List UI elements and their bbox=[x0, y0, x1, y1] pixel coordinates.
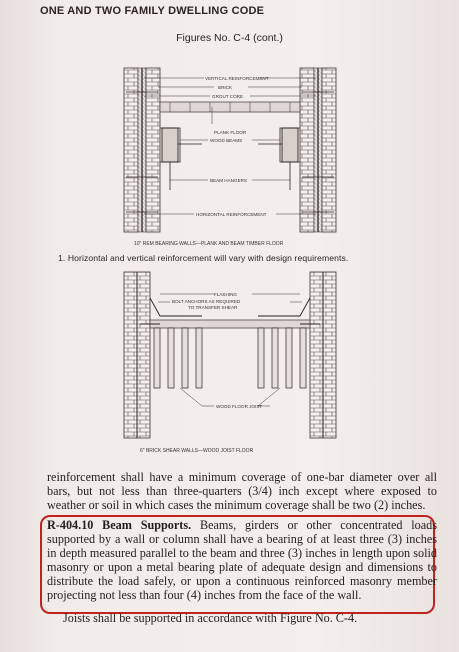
label-vertical-reinforcement: VERTICAL REINFORCEMENT bbox=[205, 76, 269, 81]
label-wood-floor-joist: WOOD FLOOR JOIST bbox=[216, 404, 263, 409]
figure-note: 1. Horizontal and vertical reinforcement will vary with design requirements. bbox=[58, 253, 349, 263]
left-wall bbox=[124, 68, 160, 232]
right-shear-wall bbox=[310, 272, 336, 438]
label-brick: BRICK bbox=[218, 85, 233, 90]
right-wall bbox=[300, 68, 336, 232]
paragraph-reinforcement-coverage: reinforcement shall have a minimum coverage of one-bar diameter over all bars, but not less than three-quarters (3/4) inch except where exposed to weather or soil in which cases the minimum coverage shall be two (2) inches. bbox=[47, 470, 437, 512]
label-beam-hangers: BEAM HANGERS bbox=[210, 178, 248, 183]
section-body: Beams, girders or other concentrated loads supported by a wall or column shall have a bearing of at least three (3) inches in depth measured parallel to the beam and three (3) inches in length upon solid masonry or upon a metal bearing plate of adequate design and dimensions to distribute the load safely, or upon a continuous reinforced masonry member projecting not less than four (4) inches from the face of the wall. bbox=[47, 518, 438, 602]
running-header: ONE AND TWO FAMILY DWELLING CODE bbox=[40, 5, 265, 17]
figure-2-caption: 6" BRICK SHEAR WALLS—WOOD JOIST FLOOR bbox=[140, 448, 254, 454]
label-grout-core: GROUT CORE bbox=[212, 94, 244, 99]
left-shear-wall bbox=[124, 272, 150, 438]
label-transfer-shear: TO TRANSFER SHEAR bbox=[188, 305, 238, 310]
section-heading: R-404.10 Beam Supports. bbox=[47, 518, 192, 532]
label-horizontal-reinforcement: HORIZONTAL REINFORCEMENT bbox=[196, 212, 267, 217]
paragraph-joist-support: Joists shall be supported in accordance with Figure No. C-4. bbox=[63, 611, 358, 625]
figure-title: Figures No. C-4 (cont.) bbox=[176, 32, 283, 44]
figure-2-joist-floor-diagram bbox=[110, 268, 350, 454]
label-bolt-anchors: BOLT ANCHORS AS REQUIRED bbox=[172, 299, 241, 304]
section-beam-supports bbox=[47, 518, 437, 602]
label-plank-floor: PLANK FLOOR bbox=[214, 130, 247, 135]
figure-1-caption: 10" REM BEARING WALLS—PLANK AND BEAM TIMBER FLOOR bbox=[134, 241, 284, 247]
label-wood-beams: WOOD BEAMS bbox=[210, 138, 243, 143]
label-flashing: FLASHING bbox=[214, 292, 237, 297]
figure-1-plank-beam-diagram bbox=[110, 62, 350, 247]
